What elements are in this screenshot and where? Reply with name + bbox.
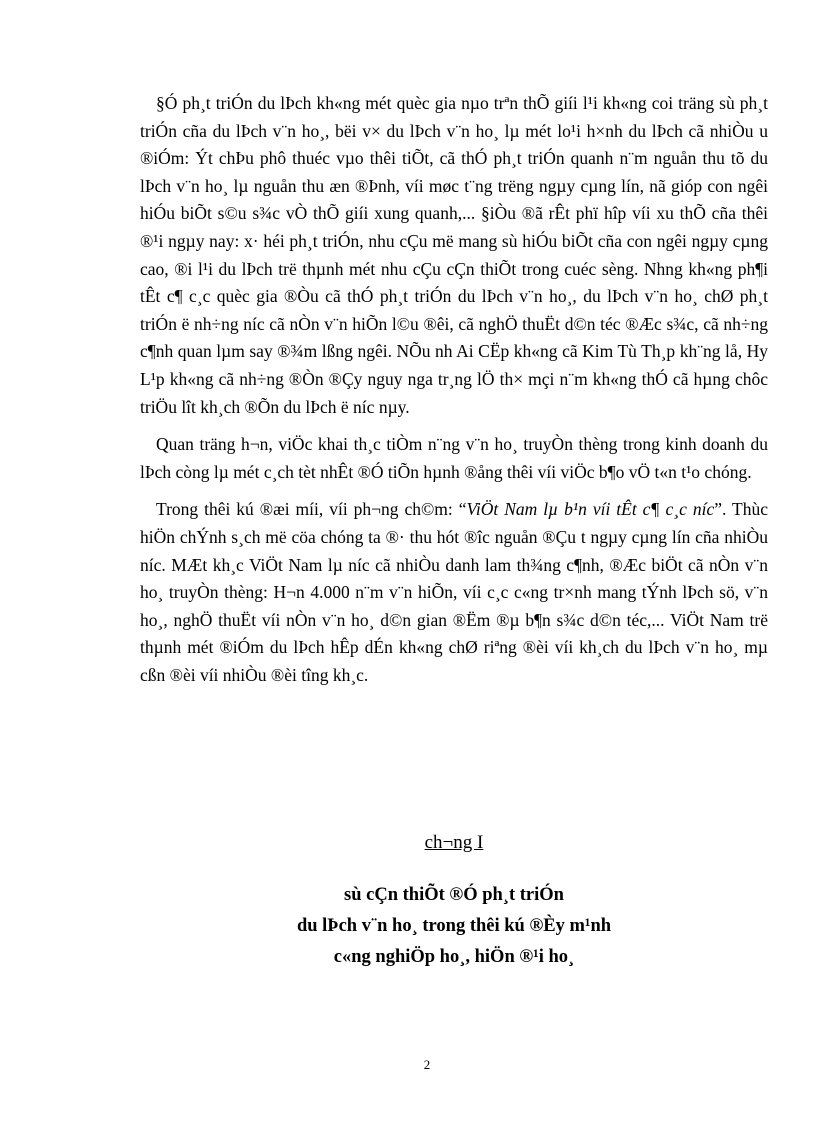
body-text <box>140 90 768 699</box>
paragraph-1: §Ó ph¸t triÓn du lÞch kh«ng mét quèc gia nµo trªn thÕ giíi l¹i kh«ng coi träng sù ph¸t triÓn cña du lÞch v¨n ho¸, bëi v× du lÞch v¨n ho¸ lµ mét lo¹i h×nh du lÞch cã nhiÒu u ®iÓm: Ýt chÞu phô thuéc vµo thêi tiÕt, cã thÓ ph¸t triÓn quanh n¨m nguån thu tõ du lÞch v¨n ho¸ lµ nguån thu æn ®Þnh, víi møc t¨ng trëng ngµy cµng lín, nã gióp con ngêi hiÓu biÕt s©u s¾c vÒ thÕ giíi xung quanh,... §iÒu ®ã rÊt phï hîp víi xu thÕ cña thêi ®¹i ngµy nay: x· héi ph¸t triÓn, nhu cÇu më mang sù hiÓu biÕt cña con ngêi ngµy cµng cao, ®i l¹i du lÞch trë thµnh mét nhu cÇu cÇn thiÕt trong cuéc sèng. Nhng kh«ng ph¶i tÊt c¶ c¸c quèc gia ®Òu cã thÓ ph¸t triÓn du lÞch v¨n ho¸, du lÞch v¨n ho¸ chØ ph¸t triÓn ë nh÷ng níc cã nÒn v¨n hiÕn l©u ®êi, cã nghÖ thuËt d©n téc ®Æc s¾c, cã nh÷ng c¶nh quan lµm say ®¾m lßng ngêi. NÕu nh Ai CËp kh«ng cã Kim Tù Th¸p kh¨ng lå, Hy L¹p kh«ng cã nh÷ng ®Òn ®Çy nguy nga tr¸ng lÖ th× mçi n¨m kh«ng thÓ cã hµng chôc triÖu lît kh¸ch ®Õn du lÞch ë níc nµy. <box>140 93 768 417</box>
paragraph-3-rest: ”. Thùc hiÖn chÝnh s¸ch më cöa chóng ta ®· thu hót ®îc nguån ®Çu t ngµy cµng lín cña nhiÒu níc. MÆt kh¸c ViÖt Nam lµ níc cã nhiÒu danh lam th¾ng c¶nh, ®Æc biÖt cã nÒn v¨n ho¸ truyÒn thèng: H¬n 4.000 n¨m v¨n hiÕn, víi c¸c c«ng tr×nh mang tÝnh lÞch sö, v¨n ho¸, nghÖ thuËt víi nÒn v¨n ho¸ d©n gian ®Ëm ®µ b¶n s¾c d©n téc,... ViÖt Nam trë thµnh mét ®iÓm du lÞch hÊp dÉn kh«ng chØ riªng ®èi víi kh¸ch du lÞch v¨n ho¸ mµ cßn ®èi víi nhiÒu ®èi tîng kh¸c. <box>140 499 768 685</box>
chapter-heading-line-3: c«ng nghiÖp ho¸, hiÖn ®¹i ho¸ <box>333 947 575 967</box>
paragraph-3 <box>140 496 768 689</box>
chapter-heading-line-1: sù cÇn thiÕt ®Ó ph¸t triÓn <box>344 885 564 905</box>
paragraph-2: Quan träng h¬n, viÖc khai th¸c tiÒm n¨ng v¨n ho¸ truyÒn thèng trong kinh doanh du lÞch còng lµ mét c¸ch tèt nhÊt ®Ó tiÕn hµnh ®ång thêi víi viÖc b¶o vÖ t«n t¹o chóng. <box>140 434 768 482</box>
paragraph-3-lead: Trong thêi kú ®æi míi, víi ph¬ng ch©m: “ <box>156 499 467 520</box>
paragraph-3-quote: ViÖt Nam lµ b¹n víi tÊt c¶ c¸c níc <box>466 499 715 520</box>
page-number: 2 <box>423 1057 431 1072</box>
chapter-heading <box>140 880 768 973</box>
chapter-heading-line-2: du lÞch v¨n ho¸ trong thêi kú ®Èy m¹nh <box>296 916 612 936</box>
chapter-label-text: ch¬ng I <box>424 832 484 853</box>
chapter-label <box>140 832 768 854</box>
